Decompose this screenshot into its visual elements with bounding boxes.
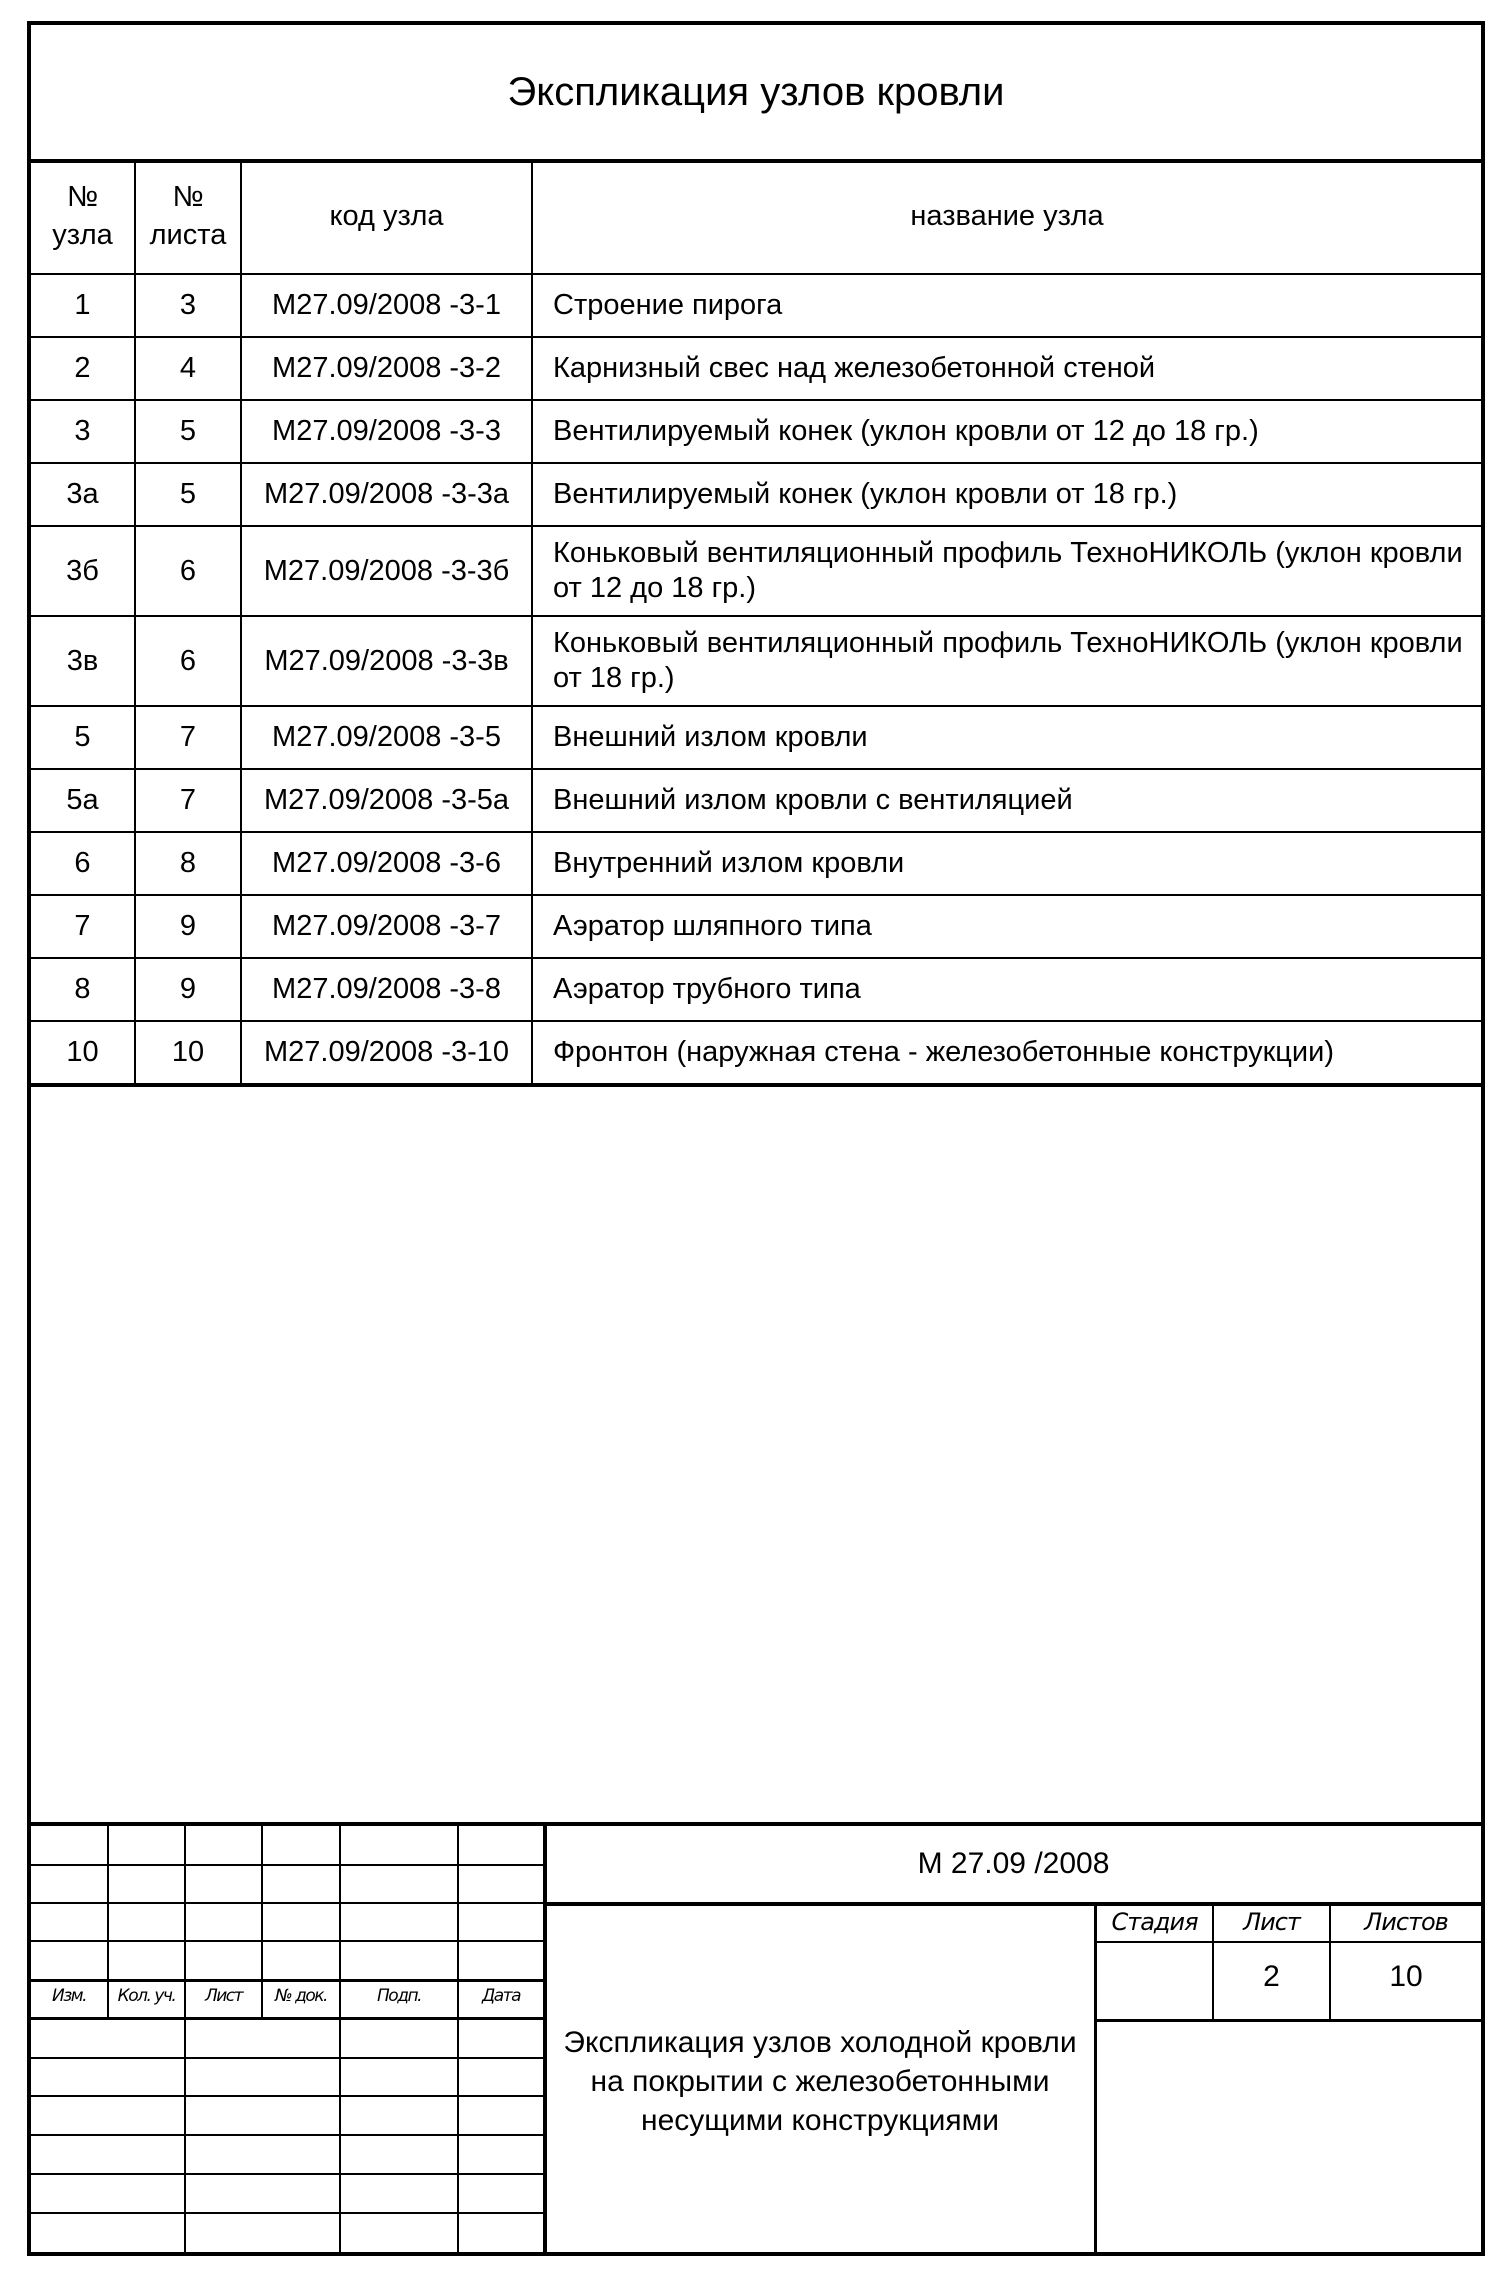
cell-node: 8 xyxy=(31,958,135,1021)
grid-line xyxy=(31,1979,543,1982)
cell-node: 5а xyxy=(31,769,135,832)
grid-line xyxy=(31,2017,543,2020)
cell-node: 2 xyxy=(31,337,135,400)
cell-code: М27.09/2008 -3-2 xyxy=(241,337,532,400)
sheets-value: 10 xyxy=(1389,1960,1423,1993)
cell-sheet: 9 xyxy=(135,895,241,958)
cell-name: Внутренний излом кровли xyxy=(532,832,1481,895)
cell-code: М27.09/2008 -3-1 xyxy=(241,274,532,337)
grid-line xyxy=(457,2018,459,2256)
cell-code: М27.09/2008 -3-3а xyxy=(241,463,532,526)
cell-sheet: 9 xyxy=(135,958,241,1021)
grid-line xyxy=(31,2134,543,2136)
header-code: код узла xyxy=(241,159,532,274)
cell-code: М27.09/2008 -3-10 xyxy=(241,1021,532,1085)
grid-line xyxy=(31,1864,543,1866)
title-block-stamp xyxy=(31,1822,1481,2256)
table-row xyxy=(31,337,1481,400)
table-row xyxy=(31,958,1481,1021)
label-list: Лист xyxy=(204,1986,243,2006)
cell-node: 7 xyxy=(31,895,135,958)
table-row xyxy=(31,274,1481,337)
cell-code: М27.09/2008 -3-6 xyxy=(241,832,532,895)
cell-sheet: 3 xyxy=(135,274,241,337)
cell-node: 3в xyxy=(31,616,135,706)
cell-sheet: 10 xyxy=(135,1021,241,1085)
cell-sheet: 5 xyxy=(135,463,241,526)
grid-line xyxy=(31,2173,543,2175)
cell-node: 10 xyxy=(31,1021,135,1085)
grid-line xyxy=(31,2057,543,2059)
grid-line xyxy=(31,1940,543,1942)
table-header-row xyxy=(31,159,1481,274)
grid-line xyxy=(31,1902,543,1904)
cell-code: М27.09/2008 -3-8 xyxy=(241,958,532,1021)
cell-sheet: 7 xyxy=(135,706,241,769)
label-sheets: Листов xyxy=(1364,1908,1448,1936)
table-row xyxy=(31,706,1481,769)
stamp-line xyxy=(1097,1941,1481,1943)
grid-line xyxy=(339,2018,341,2256)
cell-name: Фронтон (наружная стена - железобетонные конструкции) xyxy=(532,1021,1481,1085)
drawing-frame xyxy=(27,21,1485,2256)
cell-name: Строение пирога xyxy=(532,274,1481,337)
cell-name: Карнизный свес над железобетонной стеной xyxy=(532,337,1481,400)
table-row xyxy=(31,1021,1481,1085)
cell-sheet: 4 xyxy=(135,337,241,400)
cell-sheet: 7 xyxy=(135,769,241,832)
table-row xyxy=(31,463,1481,526)
table-row xyxy=(31,769,1481,832)
table-row xyxy=(31,832,1481,895)
sheet-value: 2 xyxy=(1263,1960,1280,1993)
table-row xyxy=(31,616,1481,706)
grid-line xyxy=(184,2018,186,2256)
cell-code: М27.09/2008 -3-5 xyxy=(241,706,532,769)
cell-code: М27.09/2008 -3-3в xyxy=(241,616,532,706)
stamp-line xyxy=(1097,2019,1481,2022)
cell-name: Коньковый вентиляционный профиль ТехноНИКОЛЬ (уклон кровли от 18 гр.) xyxy=(532,616,1481,706)
header-node-no: № узла xyxy=(31,159,135,274)
grid-line xyxy=(31,2095,543,2097)
label-sheet: Лист xyxy=(1243,1908,1300,1936)
label-stage: Стадия xyxy=(1111,1908,1198,1936)
cell-node: 5 xyxy=(31,706,135,769)
grid-line xyxy=(31,2212,543,2214)
cell-name: Внешний излом кровли с вентиляцией xyxy=(532,769,1481,832)
cell-name: Вентилируемый конек (уклон кровли от 12 до 18 гр.) xyxy=(532,400,1481,463)
cell-node: 3б xyxy=(31,526,135,616)
table-row xyxy=(31,526,1481,616)
cell-name: Коньковый вентиляционный профиль ТехноНИКОЛЬ (уклон кровли от 12 до 18 гр.) xyxy=(532,526,1481,616)
cell-sheet: 6 xyxy=(135,616,241,706)
table-row xyxy=(31,895,1481,958)
stamp-line xyxy=(1094,1906,1097,2256)
label-kol-uch: Кол. уч. xyxy=(117,1986,176,2006)
document-title: Экспликация узлов холодной кровли на покрытии с железобетонными несущими конструкциями xyxy=(563,2025,1077,2137)
table-row xyxy=(31,400,1481,463)
cell-sheet: 6 xyxy=(135,526,241,616)
cell-code: М27.09/2008 -3-7 xyxy=(241,895,532,958)
cell-name: Аэратор трубного типа xyxy=(532,958,1481,1021)
header-name: название узла xyxy=(532,159,1481,274)
cell-node: 6 xyxy=(31,832,135,895)
cell-name: Внешний излом кровли xyxy=(532,706,1481,769)
label-n-dok: № док. xyxy=(275,1986,327,2006)
cell-name: Вентилируемый конек (уклон кровли от 18 гр.) xyxy=(532,463,1481,526)
cell-node: 1 xyxy=(31,274,135,337)
header-sheet-no: № листа xyxy=(135,159,241,274)
label-izm: Изм. xyxy=(52,1986,86,2006)
cell-node: 3 xyxy=(31,400,135,463)
document-number: М 27.09 /2008 xyxy=(917,1847,1110,1880)
cell-code: М27.09/2008 -3-3б xyxy=(241,526,532,616)
cell-sheet: 5 xyxy=(135,400,241,463)
cell-code: М27.09/2008 -3-3 xyxy=(241,400,532,463)
page-title: Экспликация узлов кровли xyxy=(31,25,1481,163)
explication-table xyxy=(31,159,1481,1087)
cell-node: 3а xyxy=(31,463,135,526)
cell-name: Аэратор шляпного типа xyxy=(532,895,1481,958)
label-data: Дата xyxy=(481,1986,521,2006)
cell-code: М27.09/2008 -3-5а xyxy=(241,769,532,832)
label-podp: Подп. xyxy=(377,1986,421,2006)
cell-sheet: 8 xyxy=(135,832,241,895)
